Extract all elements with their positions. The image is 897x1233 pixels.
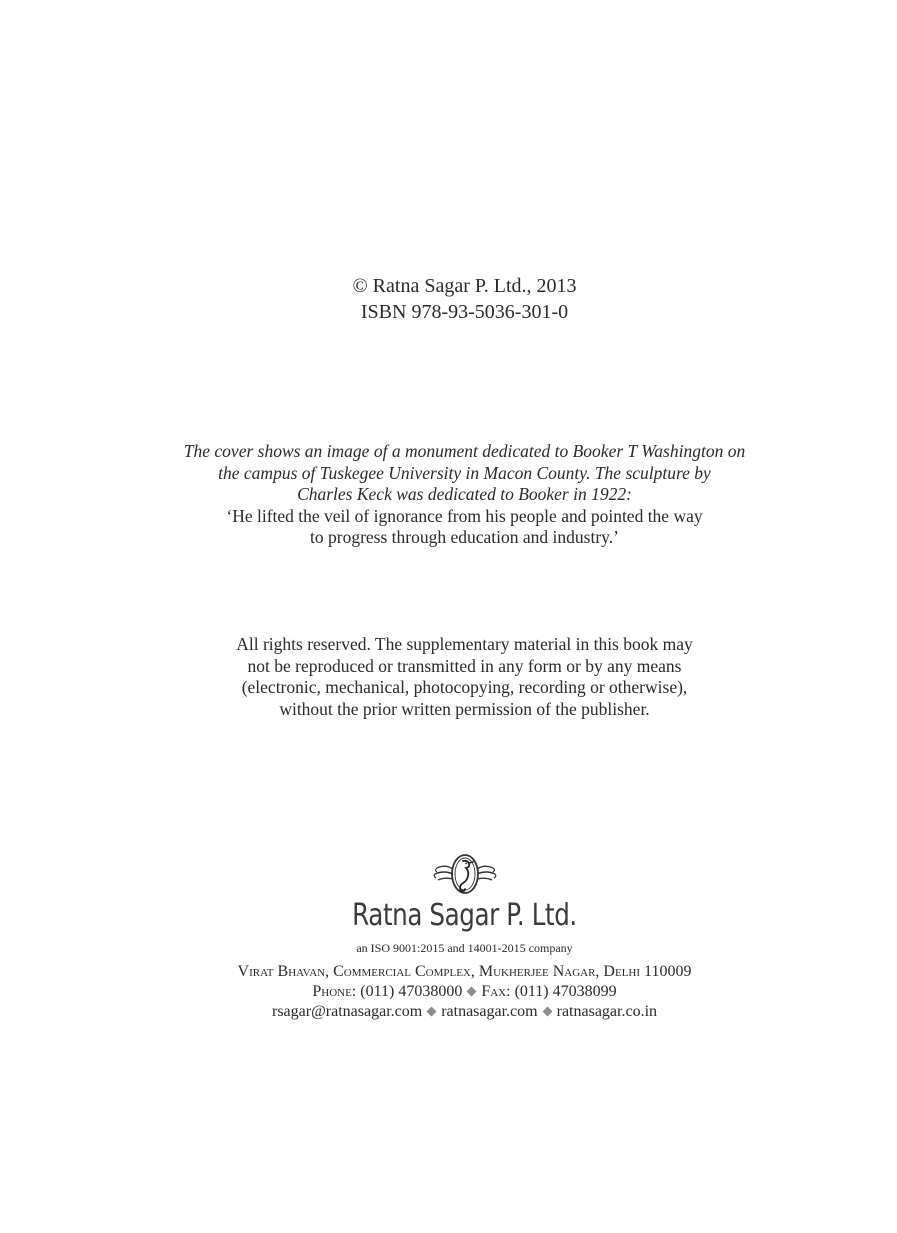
web-line — [16, 1002, 897, 1022]
copyright-line: © Ratna Sagar P. Ltd., 2013 — [352, 275, 577, 297]
fax-number: (011) 47038099 — [514, 983, 617, 1000]
rights-line: without the prior written permission of the publisher. — [279, 698, 650, 719]
quote-line: to progress through education and industry.’ — [310, 527, 619, 547]
phone-label: Phone: — [312, 983, 357, 1000]
isbn-line: ISBN 978-93-5036-301-0 — [360, 301, 569, 323]
rights-notice — [16, 634, 897, 720]
cover-note — [16, 441, 897, 549]
quote-line: ‘He lifted the veil of ignorance from his people and pointed the way — [226, 505, 703, 526]
cover-note-line: the campus of Tuskegee University in Macon County. The sculpture by — [218, 462, 711, 483]
website-link: ratnasagar.co.in — [556, 1003, 658, 1020]
fax-label: Fax: — [481, 983, 511, 1000]
email-address: rsagar@ratnasagar.com — [271, 1003, 423, 1020]
copyright-block — [16, 273, 897, 325]
brand-name: Ratna Sagar P. Ltd. — [352, 898, 577, 933]
diamond-separator-icon — [427, 1006, 437, 1016]
diamond-separator-icon — [467, 986, 477, 996]
cover-note-line: The cover shows an image of a monument dedicated to Booker T Washington on — [183, 441, 746, 461]
iso-line: an ISO 9001:2015 and 14001-2015 company — [356, 941, 573, 955]
phone-number: (011) 47038000 — [360, 983, 463, 1000]
website-link: ratnasagar.com — [441, 1003, 538, 1020]
cover-note-line: Charles Keck was dedicated to Booker in 1922: — [297, 484, 632, 504]
phone-fax-line — [16, 982, 897, 1002]
address-line: Virat Bhavan, Commercial Complex, Mukherjee Nagar, Delhi 110009 — [237, 963, 692, 980]
seahorse-emblem-icon — [433, 852, 497, 898]
rights-line: not be reproduced or transmitted in any form or by any means — [247, 655, 682, 676]
rights-line: All rights reserved. The supplementary material in this book may — [236, 634, 693, 654]
contact-block — [16, 962, 897, 1022]
rights-line: (electronic, mechanical, photocopying, recording or otherwise), — [241, 677, 688, 697]
diamond-separator-icon — [542, 1006, 552, 1016]
